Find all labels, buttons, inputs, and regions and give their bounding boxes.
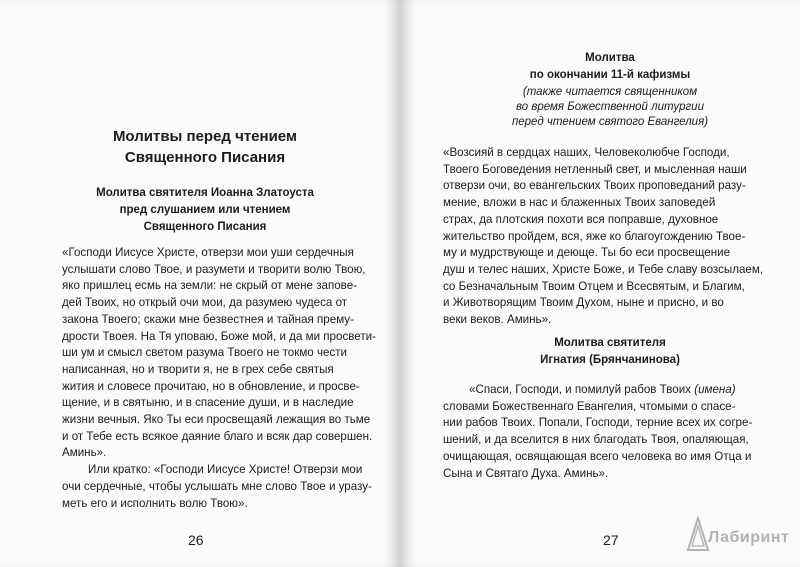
text-line: Твоего Боговедения нетленный свет, и мысленная наши — [443, 162, 747, 176]
prayer-title-line-1: Молитва святителя Иоанна Златоуста — [96, 187, 314, 199]
prayer2-title-line-1: Молитва святителя — [554, 337, 666, 349]
text-line: меть его и исполнить волю Твою». — [62, 496, 248, 510]
text-line: Сына и Святаго Духа. Аминь». — [443, 466, 609, 480]
text-line: страх, да плотския похоти вся поправше, духовное — [443, 212, 719, 226]
heading-line-2: по окончании 11-й кафизмы — [529, 69, 691, 81]
text-line: услышати слово Твое, и разумети и творити волю Твою, — [62, 262, 366, 276]
text-line: «Господи Иисусе Христе, отверзи мои уши сердечныя — [62, 246, 354, 259]
text-line: очи сердечные, чтобы услышать мне слово Твое и уразу- — [62, 479, 372, 493]
title-line-2: Священного Писания — [124, 149, 286, 166]
right-page — [400, 0, 800, 567]
prayer2-title-line-2: Игнатия (Брянчанинова) — [540, 354, 680, 366]
page-number: 27 — [603, 532, 619, 548]
text-line: «Возсияй в сердцах наших, Человеколюбче Господи, — [443, 146, 730, 159]
text-line: написанная, но и творити я, не в грех себе святыя — [62, 362, 334, 376]
prayer2-body — [443, 382, 752, 482]
text-line: дей Твоих, но открый очи мои, да разумею чудеса от — [62, 296, 348, 310]
note-line-1: (также читается священником — [522, 86, 698, 98]
text-line: душ и телес наших, Христе Боже, и Тебе славу возсылаем, — [443, 262, 764, 276]
prayer-title — [60, 185, 350, 236]
page-number: 26 — [188, 532, 204, 548]
text-line: нии рабов Твоих. Попали, Господи, терние всех их согре- — [443, 416, 753, 430]
text-line: со Безначальным Твоим Отцем и Всесвятым, и Благим, — [443, 279, 745, 293]
text-line: жительство пройдем, вся, яже ко благоугождению Твое- — [443, 229, 746, 243]
text-line: и от Тебе есть всякое даяние благо и всяк дар совершен. — [62, 429, 373, 443]
text-line: жизни вечныя. Яко Ты еси просвещаяй лежащия во тьме — [62, 413, 371, 427]
text-line: Или кратко: «Господи Иисусе Христе! Отверзи мои — [88, 463, 363, 477]
text-line: очищающая, освящающая всего человека во имя Отца и — [443, 449, 752, 463]
watermark-text: Лабиринт — [708, 529, 790, 546]
page-title — [60, 126, 350, 168]
text-line: отверзи очи, во евангельских Твоих проповеданий разу- — [443, 179, 746, 193]
text-line: и Животворящим Твоим Духом, ныне и присно, и во — [443, 296, 724, 310]
note-line-3: перед чтением святого Евангелия) — [511, 116, 709, 128]
prayer2-title — [460, 335, 760, 369]
text-line: ши ум и смысл светом разума Твоего не токмо чести — [62, 346, 348, 360]
prayer-body — [62, 245, 376, 512]
names-placeholder: (имена) — [694, 383, 736, 396]
text-line: щение, и в святыню, и в спасение души, и в наследие — [62, 396, 354, 410]
prayer-title-line-3: Священного Писания — [143, 221, 267, 233]
text-line: жития и словесе прочитаю, но в обновление, и просве- — [62, 379, 360, 393]
labirint-watermark — [686, 516, 796, 556]
prayer2-first-line: «Спаси, Господи, и помилуй рабов Твоих — [469, 383, 695, 396]
heading-line-1: Молитва — [585, 52, 635, 64]
heading-note — [460, 85, 760, 130]
section-heading — [460, 50, 760, 84]
prayer-title-line-2: пред слушанием или чтением — [119, 204, 291, 216]
text-line: му и мудрствующе и деюще. Ты бо еси просвещение — [443, 246, 731, 260]
text-line: дрости Твоея. На Тя уповаю, Боже мой, и да ми просвети- — [62, 329, 376, 343]
text-line — [443, 382, 752, 399]
text-line: яко пришлец есмь на земли: не скрый от мене запове- — [62, 279, 358, 293]
text-line: веки веков. Аминь». — [443, 313, 552, 327]
note-line-2: во время Божественной литургии — [516, 101, 704, 113]
text-line: мение, вложи в нас и блаженных Твоих заповедей — [443, 196, 716, 210]
title-line-1: Молитвы перед чтением — [112, 128, 298, 145]
text-line: шений, и да вселится в них благодать Твоя, опаляющая, — [443, 433, 749, 447]
text-line: словами Божественнаго Евангелия, чтомыми о спасе- — [443, 399, 736, 413]
text-line: Аминь». — [62, 446, 107, 460]
prayer-body — [443, 145, 763, 329]
text-line: закона Твоего; скажи мне безвестнея и тайная прему- — [62, 312, 354, 326]
labirint-logo-icon — [686, 516, 710, 552]
